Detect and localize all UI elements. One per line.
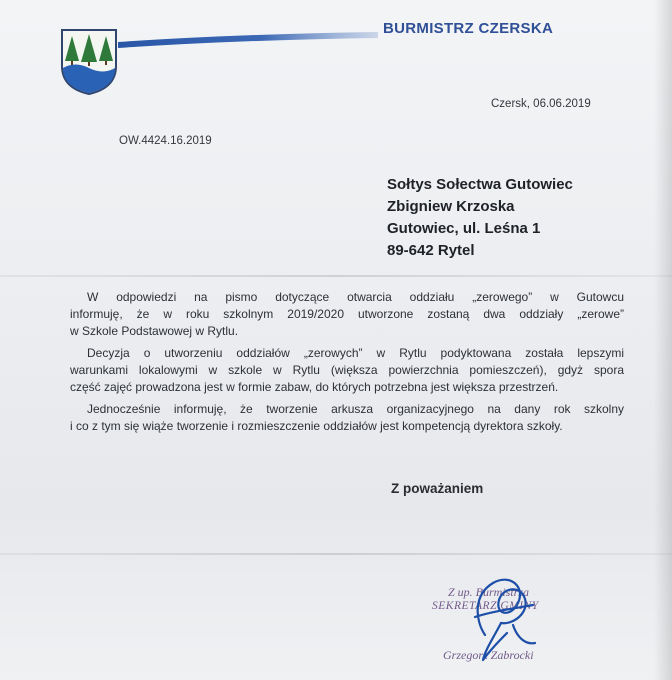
closing-phrase: Z poważaniem bbox=[391, 481, 484, 496]
coat-of-arms-icon bbox=[60, 28, 118, 96]
stamp-line: Z up. Burmistrza bbox=[448, 585, 530, 599]
signature-icon bbox=[455, 565, 550, 665]
recipient-line: Sołtys Sołectwa Gutowiec bbox=[387, 176, 573, 193]
body-line: informuję, że w roku szkolnym 2019/2020 utworzone zostaną dwa oddziały „zerowe” bbox=[70, 307, 624, 321]
letter-date: Czersk, 06.06.2019 bbox=[491, 98, 591, 110]
body-line: część zajęć prowadzona jest w formie zabaw, do których potrzebna jest większa przestrzeń. bbox=[70, 380, 559, 394]
recipient-line: Gutowiec, ul. Leśna 1 bbox=[387, 220, 541, 237]
recipient-line: Zbigniew Krzoska bbox=[387, 198, 515, 215]
paper-edge-shadow bbox=[654, 0, 672, 680]
stamp-line: SEKRETARZ GMINY bbox=[432, 600, 539, 612]
body-line: W odpowiedzi na pismo dotyczące otwarcia oddziału „zerowego” w Gutowcu bbox=[87, 290, 624, 304]
recipient-line: 89-642 Rytel bbox=[387, 242, 475, 259]
body-line: Jednocześnie informuję, że tworzenie arkusza organizacyjnego na dany rok szkolny bbox=[87, 402, 624, 416]
recipient-address bbox=[387, 174, 573, 262]
stamp-line: Grzegorz Zabrocki bbox=[443, 648, 534, 662]
body-line: w Szkole Podstawowej w Rytlu. bbox=[70, 324, 239, 338]
letter-body bbox=[70, 289, 630, 435]
body-line: warunkami lokalowymi w szkole w Rytlu (większa powierzchnia pomieszczeń), gdyż spora bbox=[70, 363, 624, 377]
paper-fold bbox=[0, 275, 672, 277]
reference-number: OW.4424.16.2019 bbox=[119, 135, 212, 147]
body-line: Decyzja o utworzeniu oddziałów „zerowych” w Rytlu podyktowana została lepszymi bbox=[87, 346, 624, 360]
body-line: i co z tym się wiąże tworzenie i rozmieszczenie oddziałów jest kompetencją dyrektora szkoły. bbox=[70, 419, 563, 433]
paper-fold bbox=[0, 553, 672, 555]
letterhead-title: BURMISTRZ CZERSKA bbox=[383, 20, 554, 37]
